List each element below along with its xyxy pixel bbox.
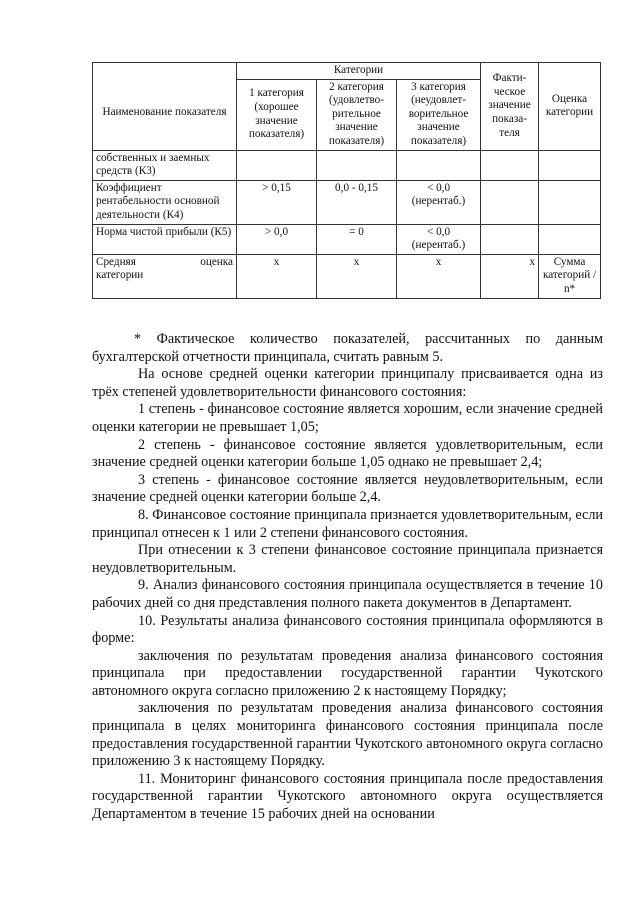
cell-category-1: > 0,15	[237, 180, 317, 224]
cell-actual	[481, 224, 539, 254]
cell-category-2: х	[317, 254, 397, 298]
paragraph: 11. Мониторинг финансового состояния принципала после предоставления государственной гарантии Чукотского автономного округа осуществляется Департаментом в течение 15 рабочих дней на основании	[92, 770, 603, 823]
header-category-2: 2 категория (удовлетво-рительное значение показателя)	[317, 79, 397, 150]
cell-score: Сумма категорий / n*	[539, 254, 601, 298]
cell-category-3: < 0,0 (нерентаб.)	[397, 180, 481, 224]
row-name-right: оценка	[200, 255, 233, 268]
cell-actual	[481, 180, 539, 224]
cell-score	[539, 224, 601, 254]
header-name: Наименование показателя	[93, 63, 237, 151]
paragraph: 8. Финансовое состояние принципала признается удовлетворительным, если принципал отнесен к 1 или 2 степени финансового состояния.	[92, 506, 603, 541]
cell-category-2: 0,0 - 0,15	[317, 180, 397, 224]
row-name-rest: категории	[96, 269, 144, 282]
cell-category-1: > 0,0	[237, 224, 317, 254]
paragraph: заключения по результатам проведения анализа финансового состояния принципала при предоставлении государственной гарантии Чукотского автономного округа согласно приложению 2 к настоящему Порядку;	[92, 647, 603, 699]
cell-category-1: х	[237, 254, 317, 298]
header-categories: Категории	[237, 63, 481, 80]
header-actual-value: Факти-ческое значение показа-теля	[481, 63, 539, 151]
categories-table	[92, 62, 601, 299]
paragraph: заключения по результатам проведения анализа финансового состояния принципала в целях мониторинга финансового состояния принципала после предоставления государственной гарантии Чукотского автономного округа согласно приложению 3 к настоящему Порядку.	[92, 700, 603, 770]
row-name	[93, 254, 237, 298]
header-category-1: 1 категория (хорошее значение показателя)	[237, 79, 317, 150]
header-category-3: 3 категория (неудовлет-ворительное значение показателя)	[397, 79, 481, 150]
cell-category-2	[317, 150, 397, 180]
paragraph: 1 степень - финансовое состояние является хорошим, если значение средней оценки категории не превышает 1,05;	[92, 401, 603, 435]
cell-category-1	[237, 150, 317, 180]
cell-category-3	[397, 150, 481, 180]
table-row	[93, 254, 601, 298]
cell-score	[539, 150, 601, 180]
footnote-paragraph: * Фактическое количество показателей, рассчитанных по данным бухгалтерской отчетности принципала, считать равным 5.	[92, 331, 603, 365]
cell-category-3: х	[397, 254, 481, 298]
paragraph: На основе средней оценки категории принципалу присваивается одна из трёх степеней удовлетворительности финансового состояния:	[92, 366, 603, 400]
cell-category-2: = 0	[317, 224, 397, 254]
cell-actual: х	[481, 254, 539, 298]
document-body	[92, 331, 603, 824]
paragraph: При отнесении к 3 степени финансовое состояние принципала признается неудовлетворительным.	[92, 542, 603, 576]
row-name: собственных и заемных средств (К3)	[93, 150, 237, 180]
table-row	[93, 224, 601, 254]
row-name: Коэффициент рентабельности основной деятельности (К4)	[93, 180, 237, 224]
table-header-row	[93, 63, 601, 80]
paragraph: 10. Результаты анализа финансового состояния принципала оформляются в форме:	[92, 612, 603, 647]
paragraph: 3 степень - финансовое состояние является неудовлетворительным, если значение средней оценки категории больше 2,4.	[92, 471, 603, 506]
row-name: Норма чистой прибыли (К5)	[93, 224, 237, 254]
paragraph: 2 степень - финансовое состояние является удовлетворительным, если значение средней оценки категории больше 1,05 однако не превышает 2,4;	[92, 436, 603, 471]
paragraph: 9. Анализ финансового состояния принципала осуществляется в течение 10 рабочих дней со дня представления полного пакета документов в Департамент.	[92, 577, 603, 611]
table-row	[93, 150, 601, 180]
row-name-left: Средняя	[96, 255, 136, 268]
cell-score	[539, 180, 601, 224]
row-name-line	[96, 256, 233, 270]
table-row	[93, 180, 601, 224]
cell-actual	[481, 150, 539, 180]
header-category-score: Оценка категории	[539, 63, 601, 151]
cell-category-3: < 0,0 (нерентаб.)	[397, 224, 481, 254]
